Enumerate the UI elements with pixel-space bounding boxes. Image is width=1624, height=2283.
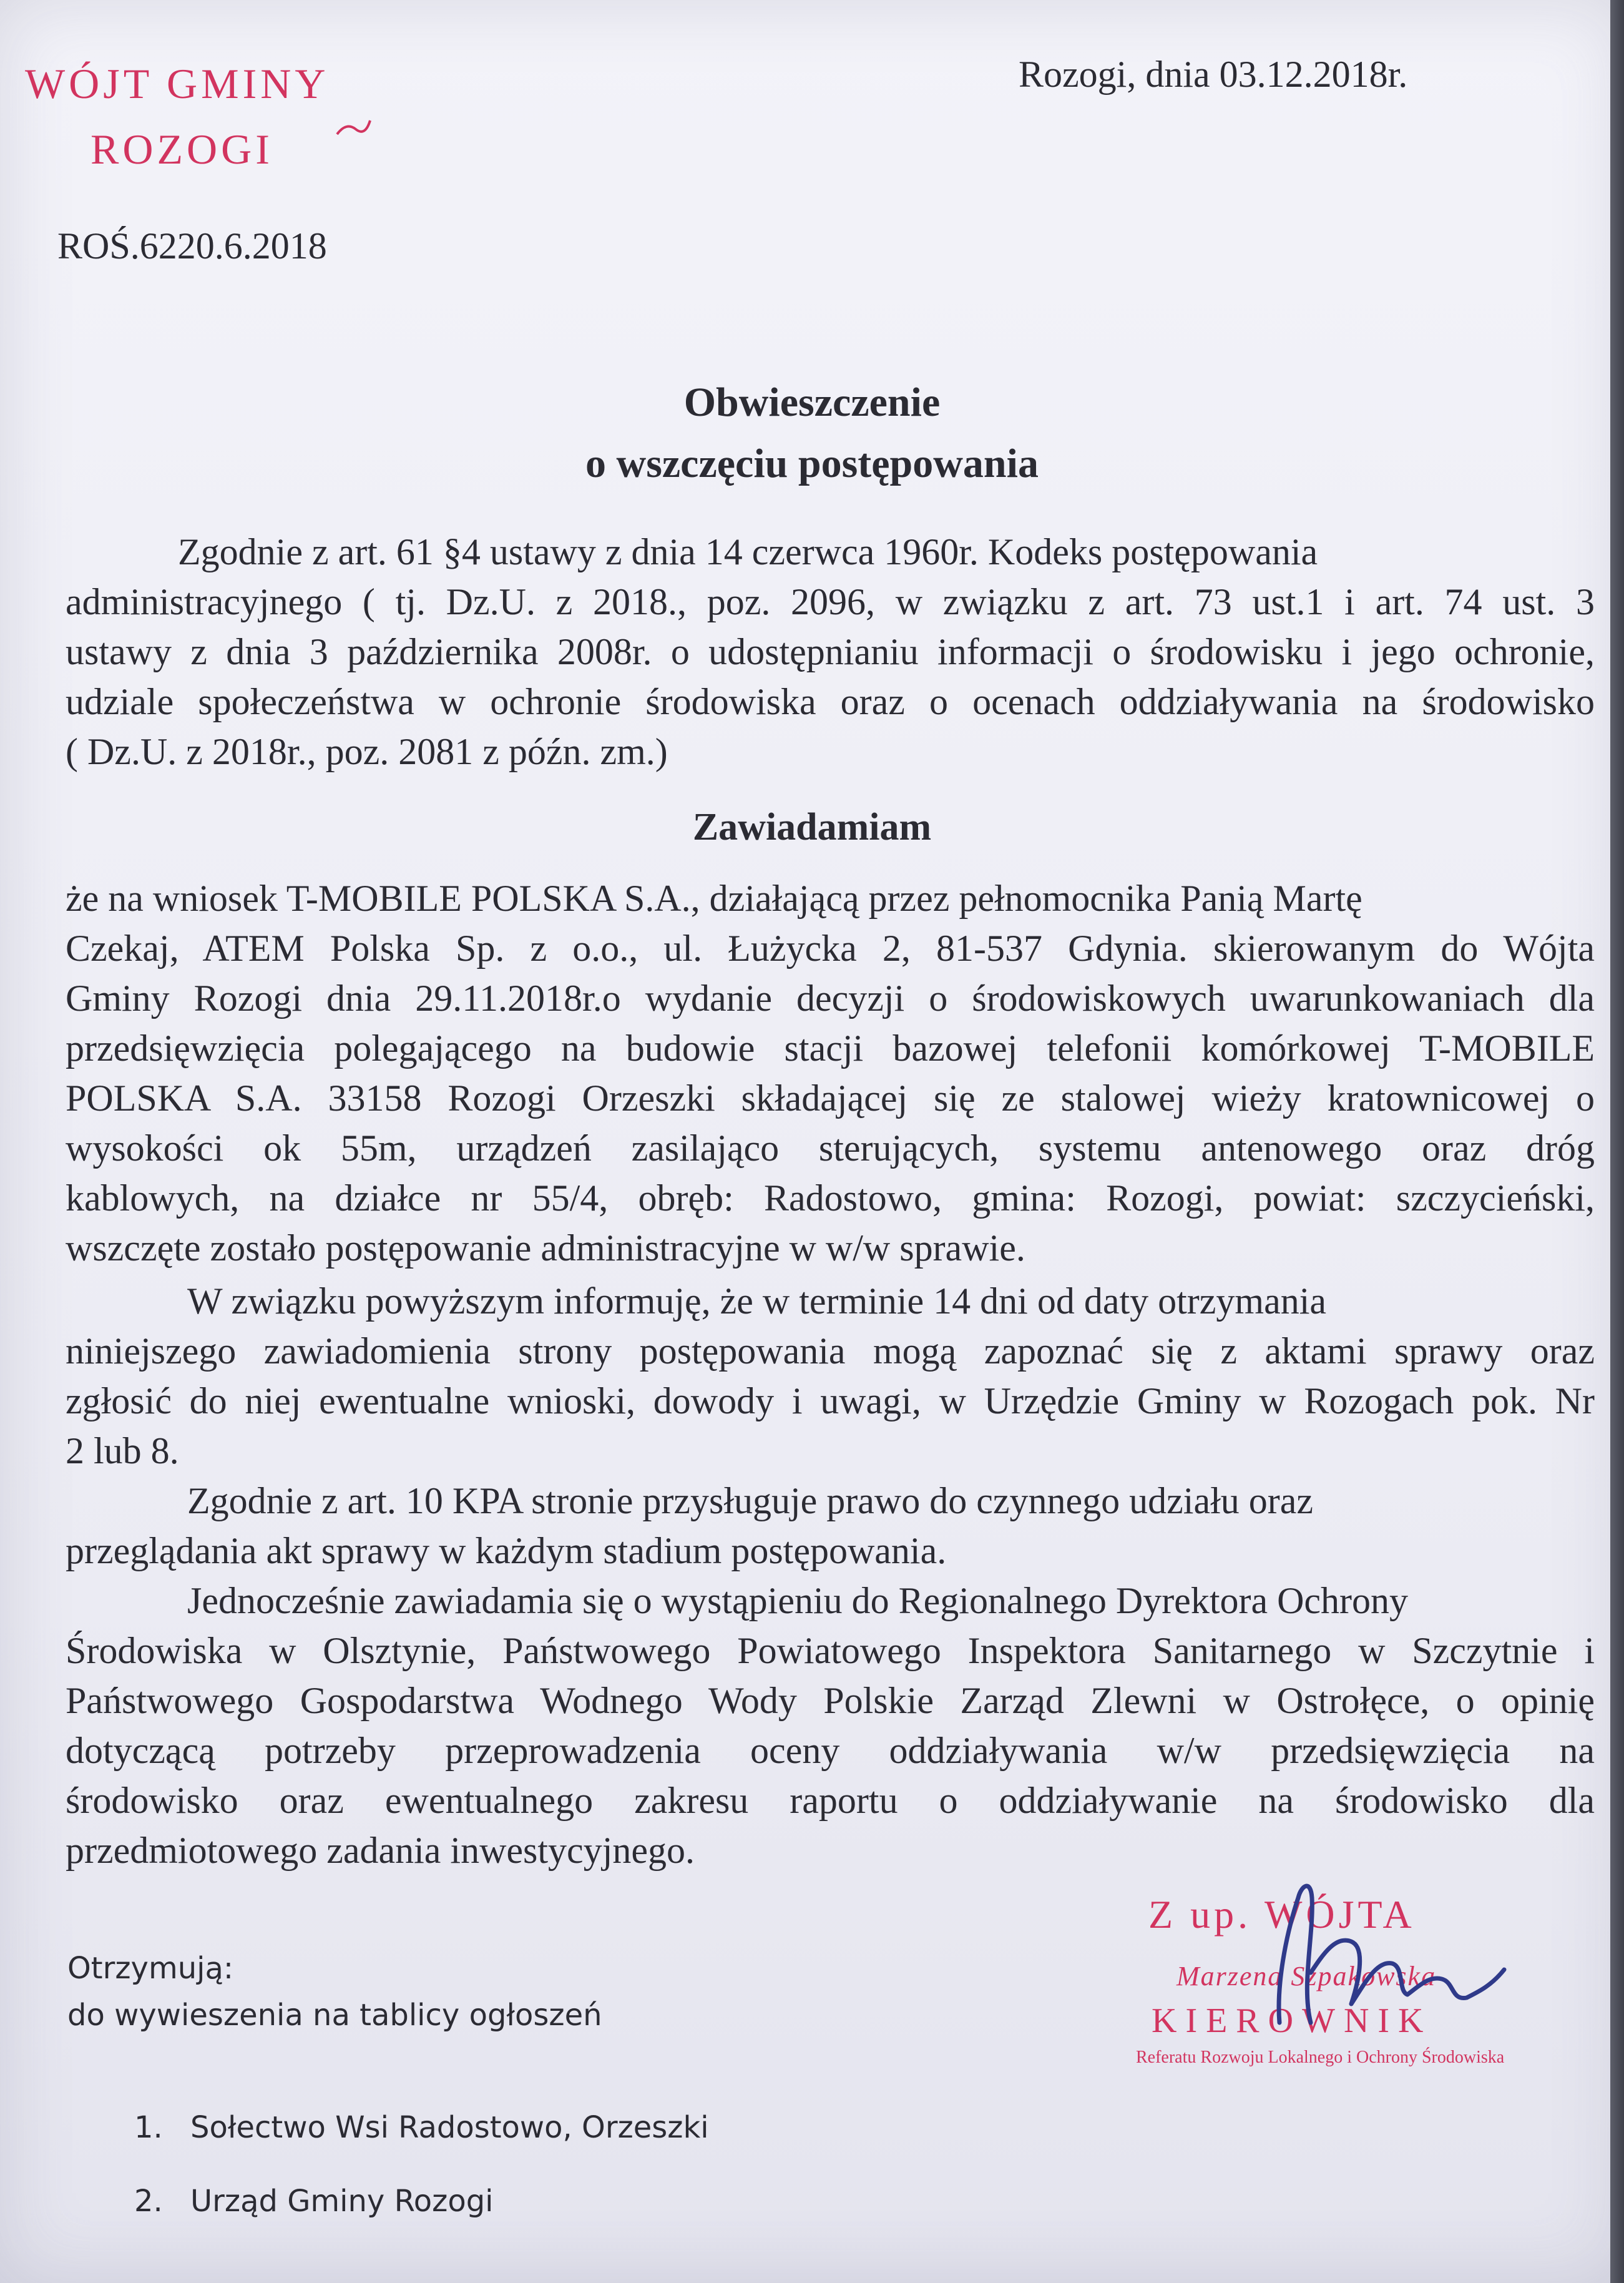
signature-stamp-name: Marzena Szpakowska xyxy=(1176,1961,1437,1991)
document-subtitle: o wszczęciu postępowania xyxy=(585,441,1039,486)
office-stamp-line2: ROZOGI xyxy=(90,125,273,173)
intro-line: udziale społeczeństwa w ochronie środowiska oraz o ocenach oddziaływania na środowisko xyxy=(66,681,1595,722)
intro-line: ( Dz.U. z 2018r., poz. 2081 z późn. zm.) xyxy=(66,731,668,772)
recipients-subheading: do wywieszenia na tablicy ogłoszeń xyxy=(67,1998,602,2033)
office-stamp-line1: WÓJT GMINY xyxy=(25,60,330,107)
notice-line: wszczęte zostało postępowanie administracyjne w w/w sprawie. xyxy=(66,1227,1025,1269)
notice-line: POLSKA S.A. 33158 Rozogi Orzeszki składającej się ze stalowej wieży kratownicowej o xyxy=(66,1078,1595,1119)
notified-line: Środowiska w Olsztynie, Państwowego Powiatowego Inspektora Sanitarnego w Szczytnie i xyxy=(66,1630,1595,1671)
info-line: W związku powyższym informuję, że w terminie 14 dni od daty otrzymania xyxy=(187,1280,1327,1322)
notice-line: przedsięwzięcia polegającego na budowie stacji bazowej telefonii komórkowej T-MOBILE xyxy=(66,1028,1595,1069)
notified-line: środowisko oraz ewentualnego zakresu raportu o oddziaływanie na środowisko dla xyxy=(66,1780,1595,1821)
handwritten-signature xyxy=(1242,1860,1542,2048)
document-title: Obwieszczenie xyxy=(683,380,941,425)
reference-number: ROŚ.6220.6.2018 xyxy=(57,225,327,267)
recipient-item-number: 2. xyxy=(134,2184,163,2219)
intro-line: ustawy z dnia 3 października 2008r. o udostępnianiu informacji o środowisku i jego ochronie, xyxy=(66,631,1595,672)
intro-line: Zgodnie z art. 61 §4 ustawy z dnia 14 czerwca 1960r. Kodeks postępowania xyxy=(178,531,1318,572)
recipient-item-number: 1. xyxy=(134,2110,163,2145)
signature-stamp-line4: Referatu Rozwoju Lokalnego i Ochrony Środowiska xyxy=(1136,2048,1505,2067)
notice-line: że na wniosek T-MOBILE POLSKA S.A., działającą przez pełnomocnika Panią Martę xyxy=(66,878,1362,919)
info-line: 2 lub 8. xyxy=(66,1430,179,1471)
recipients-heading: Otrzymują: xyxy=(67,1951,234,1986)
stamp-ink-mark-icon xyxy=(334,115,371,140)
background-edge xyxy=(1610,0,1624,2283)
kpa-line: Zgodnie z art. 10 KPA stronie przysługuje prawo do czynnego udziału oraz xyxy=(187,1480,1313,1521)
kpa-line: przeglądania akt sprawy w każdym stadium postępowania. xyxy=(66,1530,947,1571)
notice-line: kablowych, na działce nr 55/4, obręb: Radostowo, gmina: Rozogi, powiat: szczycieński, xyxy=(66,1177,1595,1219)
notice-line: Gminy Rozogi dnia 29.11.2018r.o wydanie decyzji o środowiskowych uwarunkowaniach dla xyxy=(66,978,1595,1019)
info-line: niniejszego zawiadomienia strony postępowania mogą zapoznać się z aktami sprawy oraz xyxy=(66,1330,1595,1372)
signature-stamp-line3: KIEROWNIK xyxy=(1152,2001,1432,2040)
notice-line: wysokości ok 55m, urządzeń zasilająco sterujących, systemu antenowego oraz dróg xyxy=(66,1127,1595,1169)
signature-stamp-line1: Z up. WÓJTA xyxy=(1148,1892,1416,1937)
notice-line: Czekaj, ATEM Polska Sp. z o.o., ul. Łużycka 2, 81-537 Gdynia. skierowanym do Wójta xyxy=(66,928,1595,969)
notified-line: przedmiotowego zadania inwestycyjnego. xyxy=(66,1830,695,1871)
recipient-item: Sołectwo Wsi Radostowo, Orzeszki xyxy=(190,2110,709,2145)
intro-line: administracyjnego ( tj. Dz.U. z 2018., poz. 2096, w związku z art. 73 ust.1 i art. 74 ust. 3 xyxy=(66,581,1595,622)
place-date: Rozogi, dnia 03.12.2018r. xyxy=(1019,54,1408,95)
notified-line: Państwowego Gospodarstwa Wodnego Wody Polskie Zarząd Zlewni w Ostrołęce, o opinię xyxy=(66,1680,1595,1721)
notified-line: Jednocześnie zawiadamia się o wystąpieniu do Regionalnego Dyrektora Ochrony xyxy=(187,1580,1409,1621)
notified-line: dotyczącą potrzeby przeprowadzenia oceny oddziaływania w/w przedsięwzięcia na xyxy=(66,1730,1595,1771)
info-line: zgłosić do niej ewentualne wnioski, dowody i uwagi, w Urzędzie Gminy w Rozogach pok. Nr xyxy=(66,1380,1595,1421)
recipient-item: Urząd Gminy Rozogi xyxy=(190,2184,494,2219)
notice-heading: Zawiadamiam xyxy=(692,806,932,848)
